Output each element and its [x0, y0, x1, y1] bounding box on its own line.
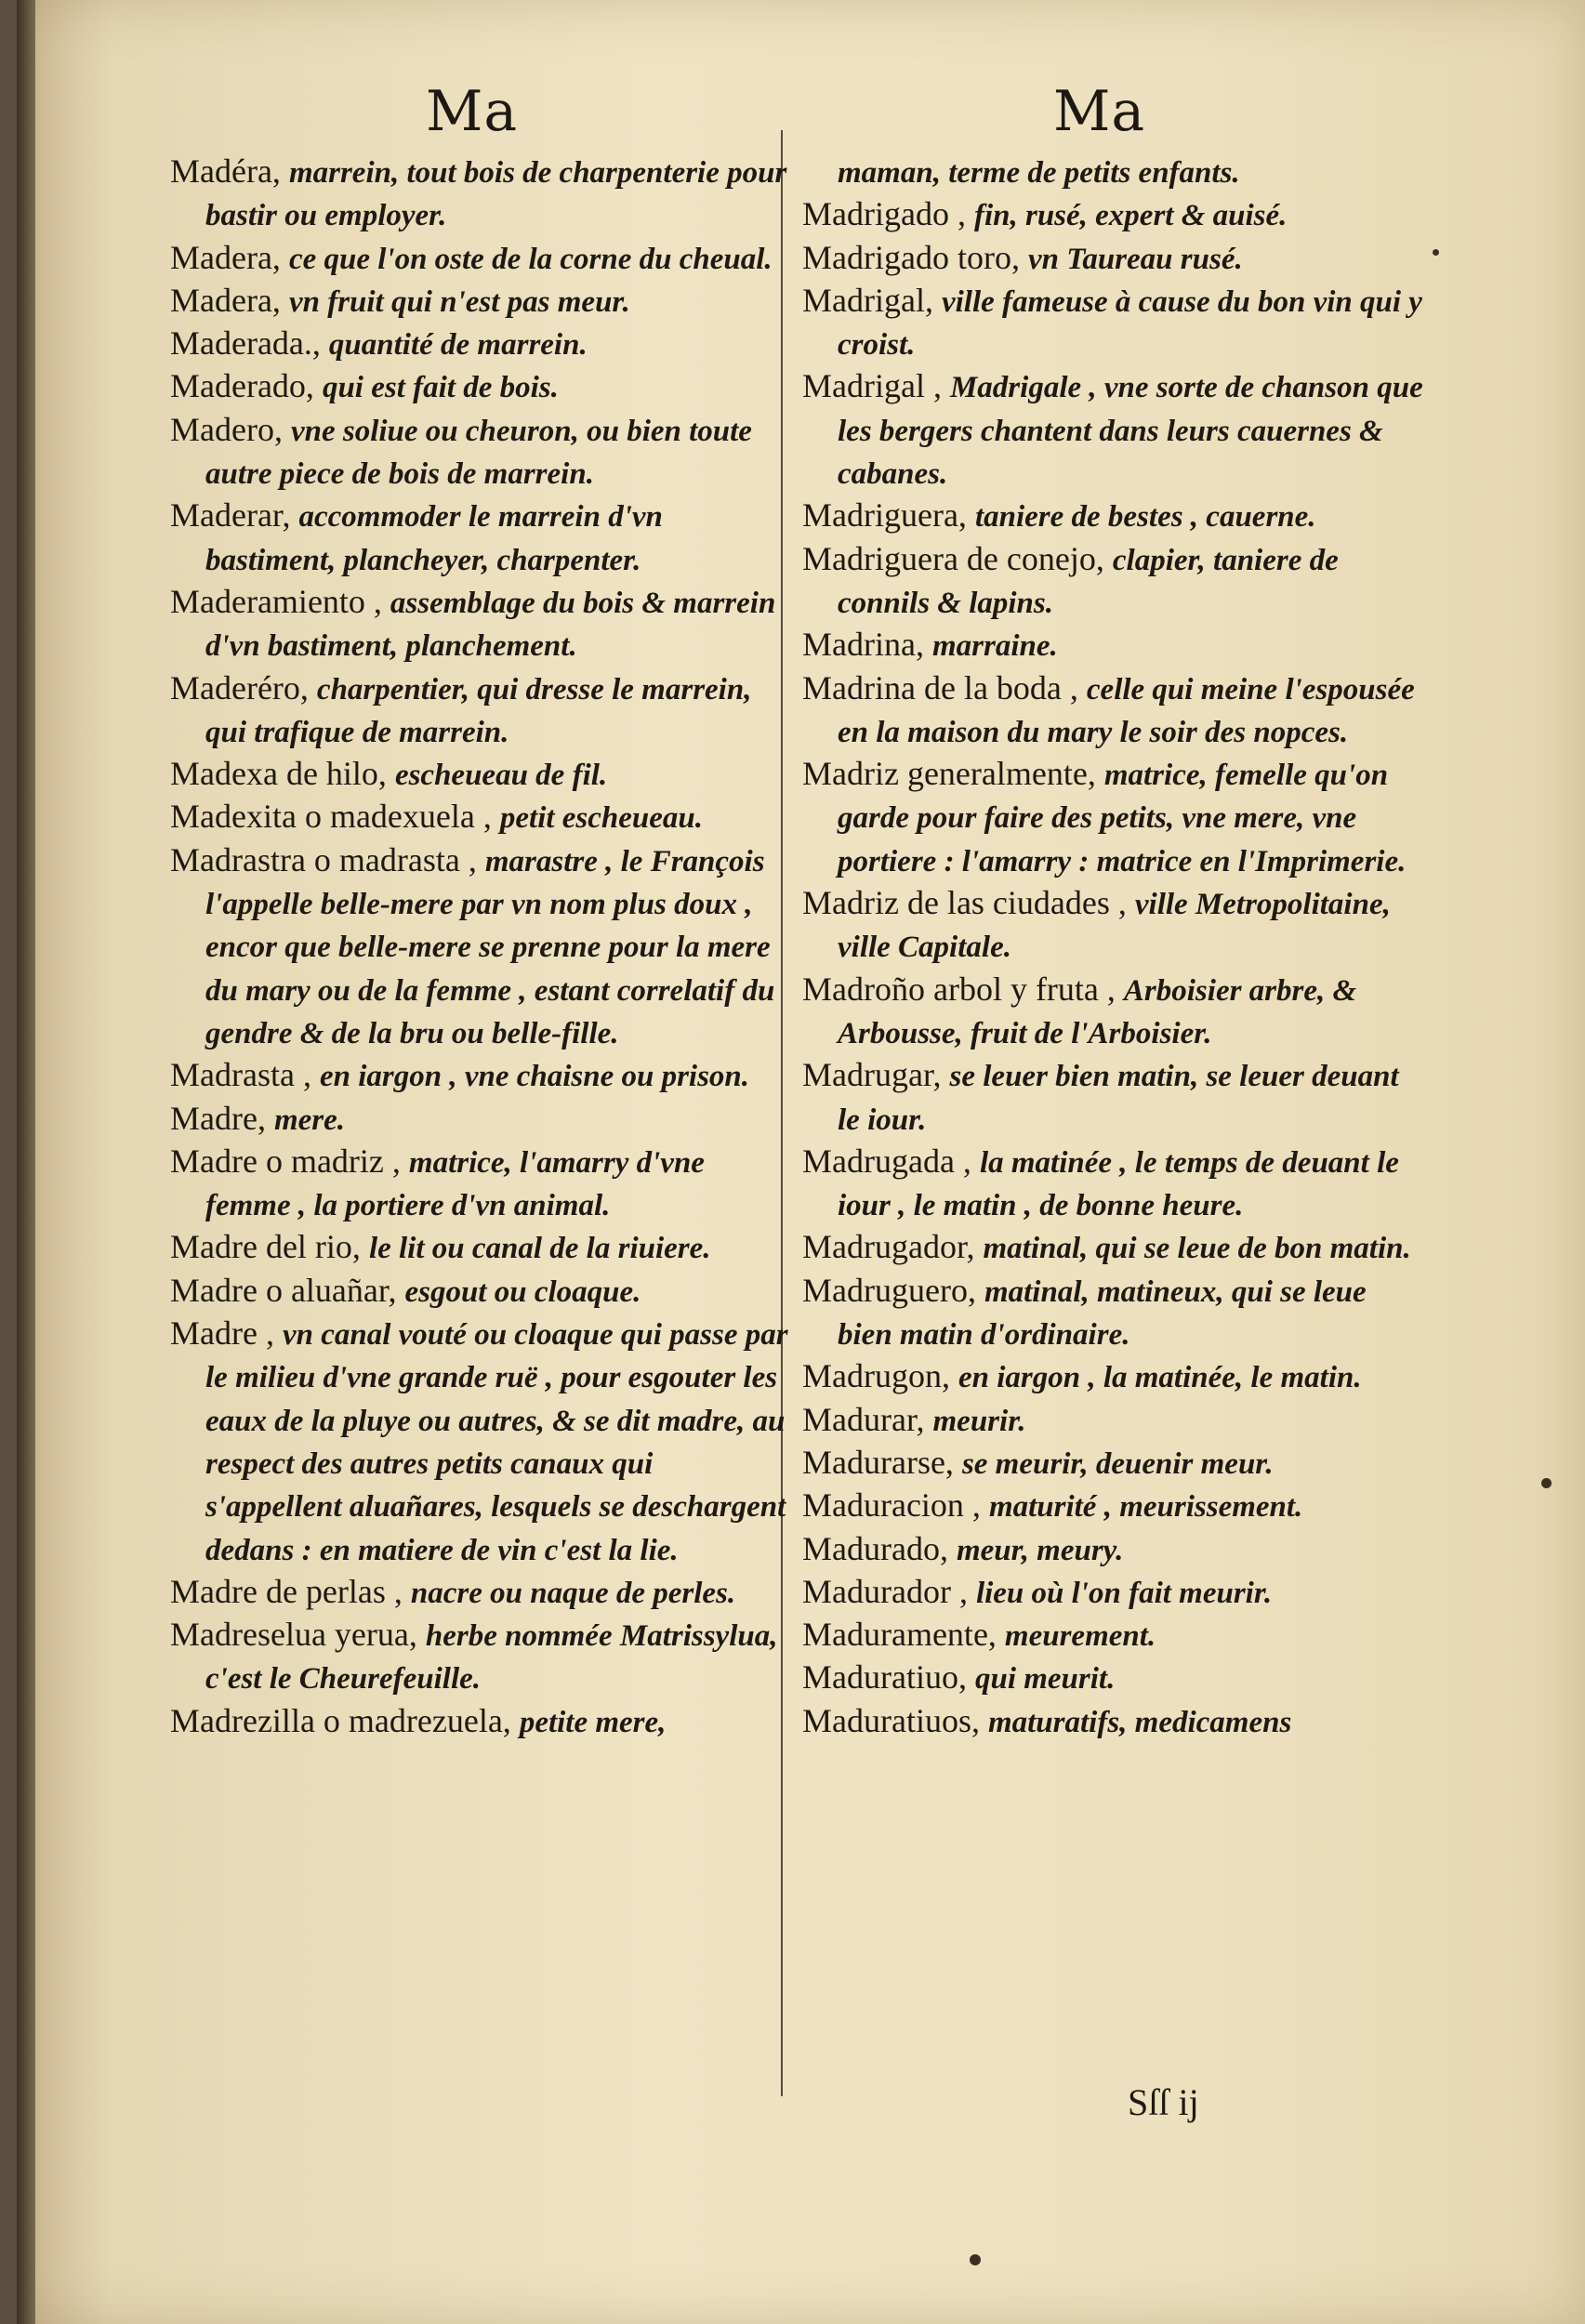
dictionary-entry [802, 280, 1425, 366]
entry-definition: meur, meury. [956, 1533, 1124, 1567]
dictionary-entry [170, 495, 788, 581]
entry-headword: Maderar, [170, 496, 291, 535]
running-header-left: Ma [426, 79, 519, 144]
dictionary-entry [802, 1528, 1425, 1571]
entry-definition: la matinée , le temps de deuant le iour , le matin , de bonne heure. [838, 1145, 1399, 1223]
entry-definition: quantité de marrein. [328, 328, 588, 363]
entry-headword: Madriz generalmente, [802, 755, 1096, 793]
entry-definition: Arboisier arbre, & Arbousse, fruit de l'Arboisier. [838, 973, 1357, 1050]
entry-headword: Maduramente, [802, 1616, 997, 1654]
dictionary-entry [802, 1141, 1425, 1227]
entry-definition: matrice, femelle qu'on garde pour faire des petits, vne mere, vne portiere : l'amarry : matrice en l'Imprimerie. [838, 759, 1407, 878]
entry-headword: Madero, [170, 410, 283, 448]
running-header-right: Ma [1053, 79, 1146, 144]
entry-definition: marraine. [931, 629, 1058, 664]
entry-headword: Madre o aluañar, [170, 1271, 397, 1309]
entry-definition: taniere de bestes , cauerne. [974, 500, 1316, 535]
entry-definition: matrice, l'amarry d'vne femme , la portiere d'vn animal. [205, 1145, 705, 1223]
ink-spot [1433, 249, 1439, 256]
entry-headword: Madrugar, [802, 1056, 942, 1094]
dictionary-entry [170, 1226, 788, 1269]
entry-definition: mere. [273, 1103, 346, 1137]
entry-headword: Madrugon, [802, 1357, 950, 1395]
entry-definition: petit escheueau. [499, 801, 704, 836]
entry-headword: Madexa de hilo, [170, 755, 387, 793]
entry-headword: Madreselua yerua, [170, 1616, 417, 1654]
dictionary-entry [170, 1054, 788, 1097]
entry-headword: Maduratiuo, [802, 1658, 967, 1697]
dictionary-entry [170, 151, 788, 237]
entry-definition: matinal, matineux, qui se leue bien matin d'ordinaire. [838, 1274, 1367, 1353]
entry-definition: vne soliue ou cheuron, ou bien toute autre piece de bois de marrein. [205, 414, 752, 492]
entry-headword: Madrigal , [802, 367, 942, 405]
dictionary-entry [802, 365, 1425, 495]
entry-headword: Madrina de la boda , [802, 668, 1078, 706]
entry-headword: Madriguera, [802, 496, 967, 535]
entry-headword: Maduratiuos, [802, 1701, 980, 1739]
dictionary-entry [170, 1270, 788, 1313]
dictionary-entry [802, 1399, 1425, 1442]
entry-headword: Madurador , [802, 1572, 968, 1610]
entry-definition: ce que l'on oste de la corne du cheual. [288, 242, 773, 276]
entry-definition: petite mere, [519, 1705, 667, 1739]
entry-headword: Madriz de las ciudades , [802, 884, 1127, 922]
entry-definition: en iargon , vne chaisne ou prison. [319, 1060, 750, 1094]
entry-headword: Maderada., [170, 324, 321, 363]
entry-headword: Madrigado toro, [802, 238, 1020, 276]
dictionary-entry [170, 1700, 788, 1743]
ink-spot [1541, 1478, 1552, 1488]
entry-headword: Madera, [170, 238, 281, 276]
dictionary-entry [802, 624, 1425, 667]
entry-headword: Madera, [170, 281, 281, 319]
entry-headword: Madre de perlas , [170, 1572, 403, 1610]
entry-headword: Madrasta , [170, 1056, 311, 1094]
entry-headword: Madrigado , [802, 195, 966, 233]
entry-definition: assemblage du bois & marrein d'vn bastiment, planchement. [205, 586, 776, 664]
book-page [17, 0, 1585, 2324]
entry-headword: Madexita o madexuela , [170, 798, 492, 836]
dictionary-entry [170, 323, 788, 365]
entry-headword: Madrezilla o madrezuela, [170, 1701, 511, 1739]
entry-headword: Madroño arbol y fruta , [802, 970, 1116, 1008]
dictionary-entry [170, 365, 788, 408]
entry-headword: Madurar, [802, 1400, 925, 1438]
entry-definition: marrein, tout bois de charpenterie pour bastir ou employer. [205, 156, 787, 233]
entry-definition: qui meurit. [974, 1662, 1116, 1697]
entry-headword: Madrugada , [802, 1142, 971, 1180]
dictionary-entry [170, 280, 788, 323]
dictionary-entry [170, 1614, 788, 1700]
dictionary-entry [802, 538, 1425, 625]
right-column [802, 151, 1425, 1743]
dictionary-entry [170, 581, 788, 667]
entry-definition: maman, terme de petits enfants. [838, 156, 1240, 190]
entry-headword: Madre , [170, 1314, 274, 1353]
entry-definition: celle qui meine l'espousée en la maison du mary le soir des nopces. [838, 672, 1415, 749]
entry-definition: ville Metropolitaine, ville Capitale. [838, 888, 1391, 965]
entry-definition: vn Taureau rusé. [1027, 242, 1243, 276]
entry-definition: meurement. [1004, 1619, 1156, 1654]
entry-definition: accommoder le marrein d'vn bastiment, plancheyer, charpenter. [205, 500, 663, 577]
dictionary-entry [802, 1571, 1425, 1614]
entry-headword: Madruguero, [802, 1271, 976, 1309]
entry-definition: se leuer bien matin, se leuer deuant le iour. [838, 1060, 1399, 1137]
dictionary-entry [802, 1485, 1425, 1527]
signature-mark: Sſſ ij [1128, 2081, 1199, 2123]
dictionary-entry [170, 839, 788, 1054]
entry-headword: Madre del rio, [170, 1228, 361, 1266]
dictionary-entry [802, 1700, 1425, 1743]
dictionary-entry [802, 1442, 1425, 1485]
entry-definition: maturatifs, medicamens [987, 1705, 1292, 1739]
dictionary-entry [802, 193, 1425, 236]
entry-headword: Madrina, [802, 626, 924, 664]
entry-headword: Madrigal, [802, 281, 933, 319]
entry-definition: vn canal vouté ou cloaque qui passe par le milieu d'vne grande ruë , pour esgouter les eaux de la pluye ou autres, & se dit madre, au respect des autres petits canaux qui s'appellent aluañares, lesquels se deschargent dedans : en matiere de vin c'est la lie. [205, 1318, 788, 1567]
dictionary-entry [170, 409, 788, 495]
entry-definition: herbe nommée Matrissylua, c'est le Cheurefeuille. [205, 1619, 778, 1697]
dictionary-entry [802, 1054, 1425, 1141]
dictionary-entry [170, 237, 788, 280]
dictionary-entry [170, 1098, 788, 1141]
entry-definition: Madrigale , vne sorte de chanson que les bergers chantent dans leurs cauernes & cabanes. [838, 371, 1423, 492]
entry-definition: se meurir, deuenir meur. [961, 1446, 1274, 1481]
entry-definition: marastre , le François l'appelle belle-mere par vn nom plus doux , encor que belle-mere se prenne pour la mere du mary ou de la femme , estant correlatif du gendre & de la bru ou belle-fille. [205, 844, 775, 1050]
entry-headword: Madrastra o madrasta , [170, 840, 477, 878]
entry-headword: Madre o madriz , [170, 1142, 401, 1180]
dictionary-entry [802, 882, 1425, 969]
entry-definition: qui est fait de bois. [322, 371, 559, 405]
entry-headword: Maderéro, [170, 668, 309, 706]
dictionary-entry [802, 1355, 1425, 1398]
dictionary-entry [802, 495, 1425, 537]
entry-definition: clapier, taniere de connils & lapins. [838, 543, 1339, 620]
entry-headword: Maderamiento , [170, 582, 382, 620]
dictionary-entry [802, 969, 1425, 1055]
dictionary-entry [170, 753, 788, 796]
dictionary-entry [802, 1270, 1425, 1356]
entry-definition: le lit ou canal de la riuiere. [368, 1232, 711, 1266]
dictionary-entry [802, 1226, 1425, 1269]
entry-definition: matinal, qui se leue de bon matin. [983, 1232, 1411, 1266]
dictionary-entry [170, 1571, 788, 1614]
dictionary-entry [802, 753, 1425, 882]
dictionary-entry [802, 1614, 1425, 1657]
entry-definition: esgout ou cloaque. [404, 1274, 641, 1309]
entry-definition: lieu où l'on fait meurir. [975, 1576, 1273, 1610]
dictionary-entry [170, 1313, 788, 1571]
entry-definition: en iargon , la matinée, le matin. [958, 1361, 1362, 1395]
entry-definition: meurir. [932, 1404, 1026, 1438]
binding-shadow [17, 0, 35, 2324]
entry-headword: Madéra, [170, 152, 281, 190]
dictionary-entry [170, 1141, 788, 1227]
ink-spot [970, 2254, 981, 2265]
entry-definition: charpentier, qui dresse le marrein, qui trafique de marrein. [205, 672, 752, 749]
entry-definition: nacre ou naque de perles. [410, 1576, 736, 1610]
entry-headword: Madrugador, [802, 1228, 975, 1266]
entry-definition: fin, rusé, expert & auisé. [973, 199, 1288, 233]
entry-definition: ville fameuse à cause du bon vin qui y croist. [838, 284, 1422, 363]
entry-headword: Maderado, [170, 367, 314, 405]
entry-definition: maturité , meurissement. [988, 1490, 1303, 1525]
entry-headword: Madurarse, [802, 1443, 954, 1481]
dictionary-entry [802, 237, 1425, 280]
entry-headword: Madriguera de conejo, [802, 539, 1104, 577]
entry-headword: Madre, [170, 1099, 266, 1137]
dictionary-entry [802, 151, 1425, 193]
dictionary-entry [170, 796, 788, 838]
dictionary-entry [170, 667, 788, 754]
entry-definition: escheueau de fil. [394, 759, 608, 793]
left-column [170, 151, 788, 1743]
entry-definition: vn fruit qui n'est pas meur. [288, 284, 630, 319]
entry-headword: Maduracion , [802, 1486, 981, 1525]
dictionary-entry [802, 667, 1425, 754]
entry-headword: Madurado, [802, 1529, 948, 1567]
dictionary-entry [802, 1657, 1425, 1699]
